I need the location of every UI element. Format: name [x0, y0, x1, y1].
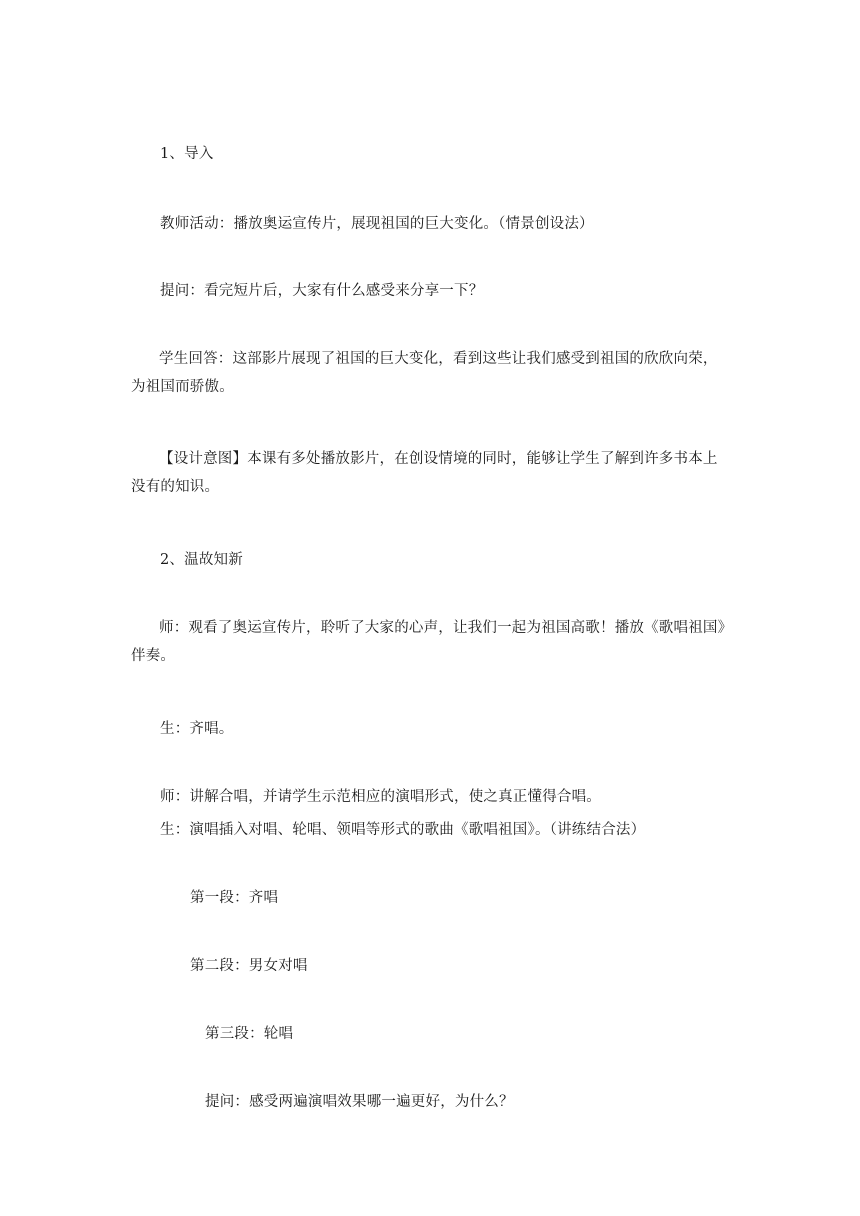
paragraph-teacher-intro [131, 614, 741, 670]
paragraph-final-question: 提问：感受两遍演唱效果哪一遍更好，为什么？ [205, 1094, 514, 1110]
paragraph-line: 学生回答：这部影片展现了祖国的巨大变化，看到这些让我们感受到祖国的欣欣向荣， [159, 351, 718, 367]
paragraph-student-perform: 生：演唱插入对唱、轮唱、领唱等形式的歌曲《歌唱祖国》。（讲练结合法） [160, 822, 646, 838]
list-item-part-two: 第二段：男女对唱 [190, 958, 308, 974]
paragraph-line: 伴奏。 [131, 648, 176, 664]
section-heading-intro: 1、导入 [160, 146, 214, 162]
paragraph-line: 没有的知识。 [131, 479, 220, 495]
list-item-part-one: 第一段：齐唱 [190, 890, 279, 906]
paragraph-line: 为祖国而骄傲。 [131, 379, 234, 395]
paragraph-teacher-activity: 教师活动：播放奥运宣传片，展现祖国的巨大变化。（情景创设法） [160, 216, 594, 232]
paragraph-design-intent [131, 445, 741, 501]
paragraph-teacher-explain: 师：讲解合唱，并请学生示范相应的演唱形式，使之真正懂得合唱。 [160, 789, 601, 805]
paragraph-student-answer [131, 345, 741, 401]
section-heading-review: 2、温故知新 [160, 552, 243, 568]
paragraph-student-sing: 生：齐唱。 [160, 721, 234, 737]
paragraph-question: 提问：看完短片后，大家有什么感受来分享一下？ [160, 283, 484, 299]
paragraph-line: 【设计意图】本课有多处播放影片，在创设情境的同时，能够让学生了解到许多书本上 [159, 451, 718, 467]
list-item-part-three: 第三段：轮唱 [205, 1026, 294, 1042]
paragraph-line: 师：观看了奥运宣传片，聆听了大家的心声，让我们一起为祖国高歌！播放《歌唱祖国》 [159, 620, 733, 636]
